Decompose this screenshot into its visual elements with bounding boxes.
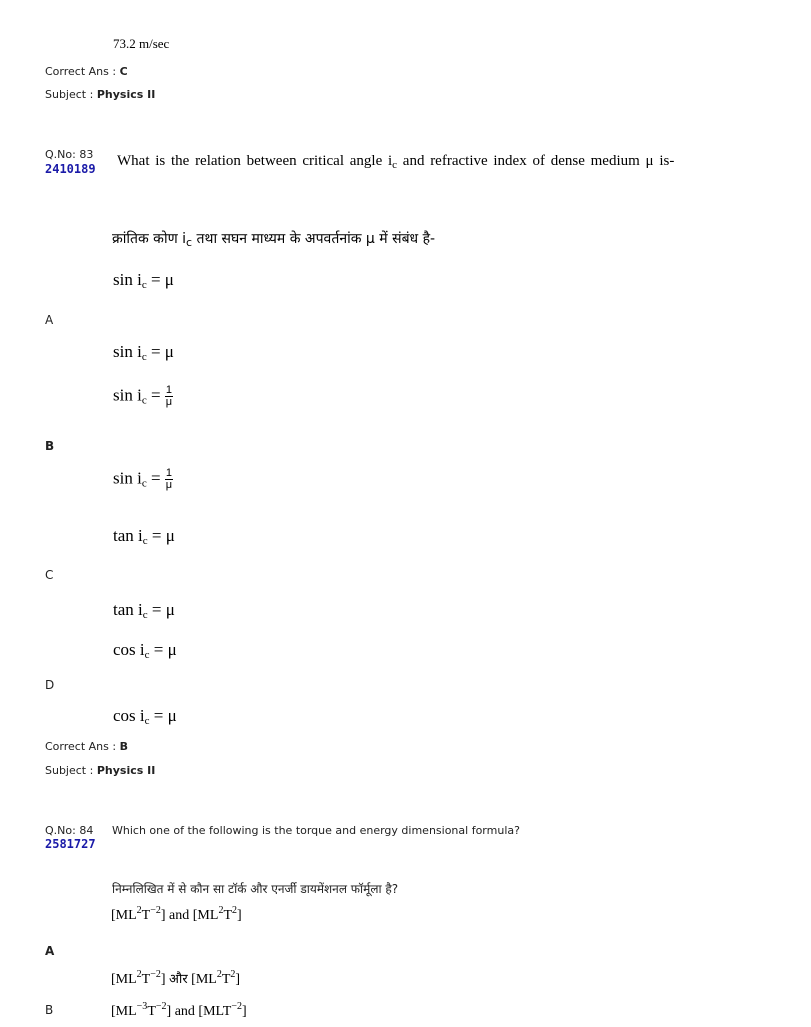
option-label-a: A [45, 313, 54, 327]
subscript-c: c [141, 394, 147, 407]
equals: = [146, 385, 165, 405]
correct-answer [45, 65, 128, 78]
subject-value: Physics II [96, 764, 156, 777]
rhs: = μ [146, 342, 174, 361]
conjunction: and [169, 908, 190, 923]
question-text-hi-main: क्रांतिक कोण i [112, 231, 187, 247]
option-a-hi: $[ML^2T^{-2}]$ और $[ML^2T^2]$ [111, 969, 241, 987]
option-c-en [113, 526, 175, 547]
question-text-en-main: What is the relation between critical angle i [117, 153, 393, 169]
subscript-c: c [142, 535, 148, 547]
subscript-c: c [144, 715, 150, 727]
correct-answer-label: Correct Ans : [45, 740, 117, 753]
subject-value: Physics II [96, 88, 156, 101]
option-label-a: A [45, 944, 55, 958]
conjunction: और [169, 972, 188, 987]
qno-label: Q.No: [45, 148, 76, 161]
option-a-hi [113, 342, 174, 363]
subscript-c: c [141, 279, 147, 291]
option-b-en [113, 385, 173, 408]
fraction [165, 385, 173, 408]
subject [45, 764, 155, 777]
subject-label: Subject : [45, 764, 94, 777]
question-text-en-tail: and refractive index of dense medium μ is- [397, 153, 675, 169]
fn: sin i [113, 270, 142, 289]
option-label-b: B [45, 1003, 54, 1017]
fn: sin i [113, 342, 142, 361]
fraction [165, 468, 173, 491]
correct-answer-value: B [119, 740, 128, 753]
equals: = [146, 468, 165, 488]
subscript-c: c [144, 649, 150, 661]
rhs: = μ [146, 270, 174, 289]
question-text-en [117, 153, 674, 171]
option-c-hi [113, 600, 175, 621]
question-id: 2581727 [45, 837, 96, 851]
question-number [45, 824, 93, 837]
fn: cos i [113, 706, 145, 725]
conjunction: and [174, 1004, 195, 1019]
rhs: = μ [149, 640, 177, 659]
option-b-hi [113, 468, 173, 491]
rhs: = μ [149, 706, 177, 725]
correct-answer [45, 740, 128, 753]
option-label-d: D [45, 678, 55, 692]
subject-label: Subject : [45, 88, 94, 101]
subscript-c: c [186, 236, 193, 249]
option-label-b: B [45, 439, 55, 453]
question-id: 2410189 [45, 162, 96, 176]
fn: sin i [113, 468, 142, 488]
denominator: μ [165, 479, 173, 491]
subscript-c: c [392, 159, 398, 171]
question-text-en: Which one of the following is the torque and energy dimensional formula? [112, 824, 520, 837]
numerator: 1 [165, 384, 173, 396]
fn: cos i [113, 640, 145, 659]
fn: tan i [113, 526, 143, 545]
rhs: = μ [147, 526, 175, 545]
option-a-en [113, 270, 174, 291]
question-number [45, 148, 93, 161]
qno-value: 83 [79, 148, 94, 161]
question-text-hi: निम्नलिखित में से कौन सा टॉर्क और एनर्जी डायमेंशनल फॉर्मूला है? [112, 882, 399, 896]
question-text-hi-tail: तथा सघन माध्यम के अपवर्तनांक μ में संबंध है- [192, 231, 436, 247]
subscript-c: c [141, 477, 147, 490]
correct-answer-value: C [119, 65, 128, 78]
subject [45, 88, 155, 101]
qno-label: Q.No: [45, 824, 76, 837]
correct-answer-label: Correct Ans : [45, 65, 117, 78]
fn: tan i [113, 600, 143, 619]
numerator: 1 [165, 467, 173, 479]
qno-value: 84 [79, 824, 94, 837]
subscript-c: c [141, 351, 147, 363]
subscript-c: c [142, 609, 148, 621]
option-d-en [113, 640, 177, 661]
fn: sin i [113, 385, 142, 405]
option-d-hi [113, 706, 177, 727]
option-text: 73.2 m/sec [113, 36, 170, 51]
option-b-en: $[ML^{-3}T^{-2}]$ and $[MLT^{-2}]$ [111, 1001, 247, 1019]
denominator: μ [165, 396, 173, 408]
rhs: = μ [147, 600, 175, 619]
option-a-en: $[ML^2T^{-2}]$ and $[ML^2T^2]$ [111, 905, 242, 923]
question-text-hi [112, 229, 435, 249]
option-label-c: C [45, 568, 54, 582]
